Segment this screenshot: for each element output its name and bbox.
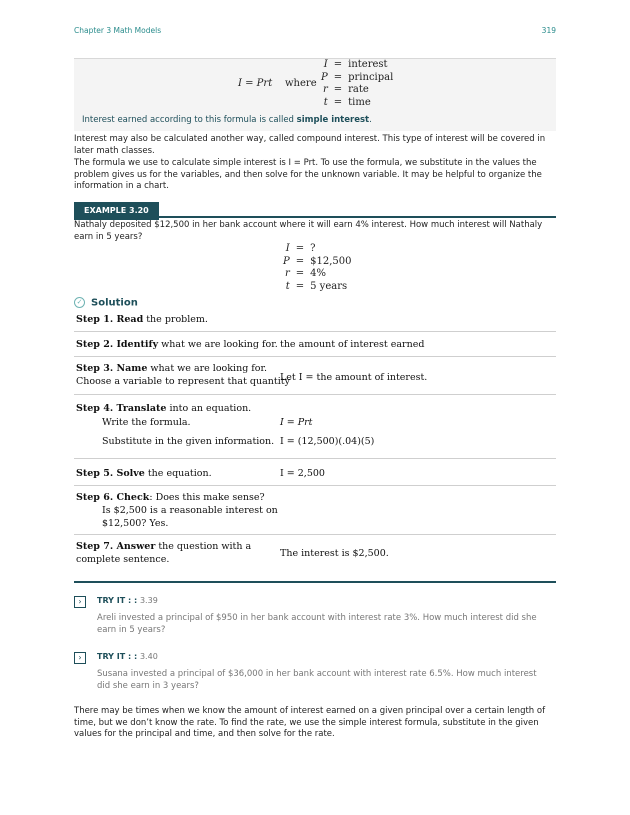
step-2-result: the amount of interest earned — [280, 339, 425, 350]
variable-row: r = rate — [322, 84, 369, 95]
paragraph-find-rate: There may be times when we know the amount of interest earned on a given principal over a certain length of time, but we don’t know the rate. To find the rate, we use the simple interest formula, substitute in the given values for the principal and time, and then solve for the rate. — [74, 706, 546, 739]
given-values — [280, 243, 354, 293]
step-divider — [74, 485, 556, 486]
step-divider — [74, 394, 556, 395]
where-label: where — [285, 78, 317, 89]
page-number: 319 — [541, 26, 556, 35]
variable-row: P = principal — [321, 71, 394, 83]
step-4-substitute: Substitute in the given information. — [102, 436, 275, 447]
step-2: Step 2. Identify what we are looking for. — [76, 339, 278, 350]
step-divider — [74, 356, 556, 357]
example-label: EXAMPLE 3.20 — [74, 202, 159, 220]
check-circle-icon: ✓ — [74, 297, 85, 308]
step-5: Step 5. Solve the equation. — [76, 468, 212, 479]
chevron-right-icon[interactable]: › — [74, 652, 86, 664]
given-row: I = ? — [285, 243, 316, 254]
example-header — [74, 198, 556, 218]
step-6: Step 6. Check: Does this make sense? — [76, 492, 265, 503]
step-5-result: I = 2,500 — [280, 468, 325, 479]
step-3: Step 3. Name what we are looking for. Choose a variable to represent that quantity — [76, 363, 290, 387]
simple-interest-term: simple interest — [296, 115, 370, 125]
example-end-rule — [74, 581, 556, 583]
chevron-right-icon[interactable]: › — [74, 596, 86, 608]
given-row: t = 5 years — [285, 280, 348, 292]
step-3-result: Let I = the amount of interest. — [280, 372, 428, 383]
variable-definitions — [318, 59, 396, 109]
step-4-substitution: I = (12,500)(.04)(5) — [280, 436, 375, 447]
step-1: Step 1. Read the problem. — [76, 314, 208, 325]
paragraph-compound-interest: Interest may also be calculated another way, called compound interest. This type of interest will be covered in later math classes. — [74, 134, 546, 156]
step-divider — [74, 331, 556, 332]
formula-note: Interest earned according to this formula is called simple interest. — [82, 115, 372, 125]
variable-row: t = time — [323, 96, 371, 108]
given-row: r = 4% — [284, 268, 326, 279]
chapter-header: Chapter 3 Math Models — [74, 26, 162, 35]
step-7: Step 7. Answer the question with a complete sentence. — [76, 541, 252, 565]
step-4-formula: I = Prt — [280, 417, 313, 428]
step-4: Step 4. Translate into an equation. — [76, 403, 252, 414]
variable-row: I = interest — [323, 59, 388, 70]
simple-interest-formula: I = Prt — [238, 78, 273, 89]
example-problem: Nathaly deposited $12,500 in her bank account where it will earn 4% interest. How much interest will Nathaly earn in 5 years? — [74, 220, 543, 242]
try-it-title: TRY IT : : 3.39 — [97, 596, 158, 605]
step-divider — [74, 534, 556, 535]
try-it-text: Areli invested a principal of $950 in her bank account with interest rate 3%. How much interest did she earn in 5 years? — [97, 613, 537, 635]
step-4-write-formula: Write the formula. — [102, 417, 191, 428]
step-7-result: The interest is $2,500. — [280, 548, 389, 559]
step-divider — [74, 458, 556, 459]
try-it-title: TRY IT : : 3.40 — [97, 652, 158, 661]
given-row: P = $12,500 — [283, 255, 352, 267]
paragraph-formula-usage: The formula we use to calculate simple interest is I = Prt. To use the formula, we substitute in the values the problem gives us for the variables, and then solve for the unknown variable. It may be helpful to organize the information in a chart. — [74, 158, 542, 191]
solution-heading[interactable]: ✓ Solution — [74, 297, 138, 309]
try-it-text: Susana invested a principal of $36,000 in her bank account with interest rate 6.5%. How much interest did she earn in 3 years? — [97, 669, 537, 691]
step-6-check-line-1: Is $2,500 is a reasonable interest on — [102, 505, 278, 516]
step-6-check-line-2: $12,500? Yes. — [102, 518, 169, 529]
